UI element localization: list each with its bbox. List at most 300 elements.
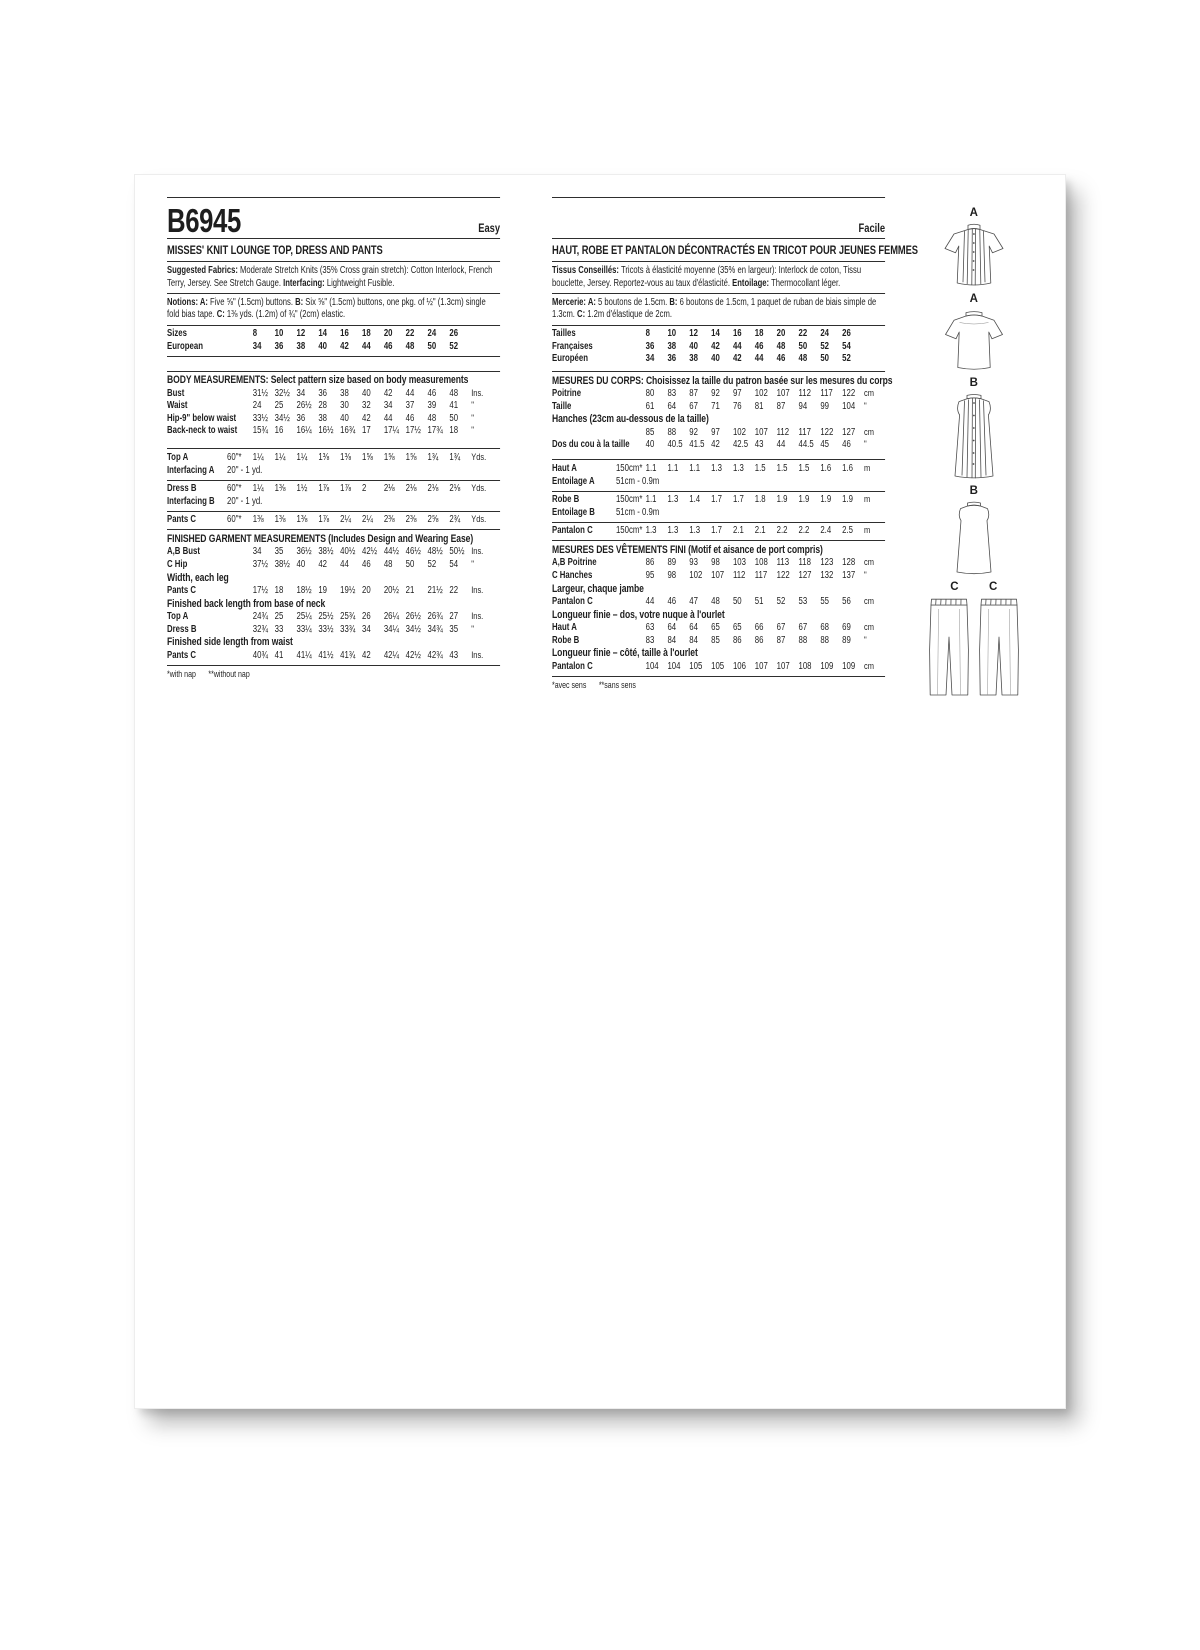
- size-value: 1.3: [711, 463, 722, 475]
- section-header: Longueur finie – côté, taille à l'ourlet: [552, 647, 698, 660]
- difficulty-label: Facile: [858, 220, 886, 235]
- size-value: 42½: [362, 546, 378, 558]
- size-value: 48: [383, 558, 393, 570]
- size-value: 2.1: [732, 525, 744, 537]
- garment-title: HAUT, ROBE ET PANTALON DÉCONTRACTÉS EN TRICOT POUR JEUNES FEMMES: [552, 242, 918, 257]
- size-value: 122: [842, 388, 856, 400]
- interfacing-row: [552, 507, 885, 520]
- divider-rule: [552, 325, 885, 326]
- measurement-row: [552, 463, 885, 476]
- text-run: Six ⅝" (1.5cm) buttons, one pkg. of ½" (1.3cm) single fold bias tape.: [167, 296, 486, 321]
- size-value: 97: [732, 388, 742, 400]
- pattern-envelope-back: [135, 175, 1065, 1408]
- size-value: 36: [667, 353, 677, 365]
- interfacing-row: [167, 496, 500, 509]
- fabric-width: 150cm*: [615, 525, 643, 537]
- size-value: 46: [842, 439, 851, 451]
- row-label: Pants C: [167, 514, 197, 526]
- size-value: 94: [798, 400, 808, 412]
- size-value: 34¼: [383, 623, 400, 635]
- measurement-row: [167, 413, 500, 426]
- size-value: 34: [252, 340, 262, 352]
- text-run: Thermocollant léger.: [769, 277, 841, 289]
- unit-label: ": [471, 400, 474, 412]
- size-value: 1⅜: [340, 452, 352, 464]
- size-value: 2: [362, 483, 367, 495]
- row-label: Interfacing A: [167, 464, 215, 476]
- size-value: 44½: [383, 546, 400, 558]
- size-value: 1.7: [732, 494, 744, 506]
- size-value: 1⅞: [340, 483, 352, 495]
- text-run: 1⅜ yds. (1.2m) of ¾" (2cm) elastic.: [224, 309, 346, 321]
- size-value: 17¾: [427, 425, 443, 437]
- size-value: 24: [252, 400, 262, 412]
- size-value: 1.8: [754, 494, 766, 506]
- size-value: 1.9: [820, 494, 832, 506]
- size-value: 44: [732, 340, 742, 352]
- size-value: 2⅛: [405, 483, 417, 495]
- interfacing-value: 51cm - 0.9m: [615, 475, 660, 487]
- unit-label: ": [471, 425, 474, 437]
- unit-label: cm: [864, 426, 874, 438]
- size-value: 52: [449, 340, 459, 352]
- size-value: 127: [798, 569, 812, 581]
- size-value: 52: [820, 340, 829, 352]
- measurement-row: [167, 328, 500, 341]
- size-value: 98: [711, 557, 720, 569]
- size-value: 17: [362, 425, 371, 437]
- size-value: 17½: [405, 425, 421, 437]
- measurement-row: [552, 622, 885, 635]
- size-value: 102: [732, 426, 746, 438]
- size-value: 117: [798, 426, 811, 438]
- size-value: 1.7: [711, 494, 722, 506]
- size-value: 39: [427, 400, 437, 412]
- size-value: 48: [798, 353, 808, 365]
- size-value: 128: [842, 557, 856, 569]
- size-value: 107: [776, 388, 790, 400]
- dress-front-illustration: [949, 392, 999, 480]
- size-value: 123: [820, 557, 834, 569]
- size-value: 28: [318, 400, 327, 412]
- size-value: 36½: [296, 546, 312, 558]
- size-value: 117: [754, 569, 768, 581]
- size-value: 1¼: [252, 452, 264, 464]
- size-value: 1.5: [776, 463, 788, 475]
- size-value: 26: [362, 610, 371, 622]
- row-label: Dos du cou à la taille: [552, 439, 630, 451]
- size-value: 8: [252, 328, 258, 340]
- size-value: 20½: [383, 584, 400, 596]
- size-value: 38: [340, 387, 349, 399]
- row-label: Françaises: [552, 340, 593, 352]
- size-value: 22: [798, 328, 808, 340]
- size-value: 44: [645, 595, 655, 607]
- measurement-row: [552, 353, 885, 366]
- garment-c-pair: [915, 581, 1033, 698]
- measurement-row: [167, 452, 500, 465]
- size-value: 137: [842, 569, 856, 581]
- fabric-width: 150cm*: [615, 463, 643, 475]
- description-paragraph: [167, 265, 500, 291]
- size-value: 16¾: [340, 425, 356, 437]
- size-value: 38½: [274, 558, 290, 570]
- size-value: 46: [405, 412, 415, 424]
- unit-label: ": [471, 412, 474, 424]
- garment-a-front: [915, 207, 1033, 288]
- size-value: 127: [842, 426, 856, 438]
- bold-run: C:: [577, 309, 586, 321]
- section-header: FINISHED GARMENT MEASUREMENTS (Includes Design and Wearing Ease): [167, 532, 474, 545]
- unit-label: ": [471, 558, 474, 570]
- size-value: 42: [732, 353, 742, 365]
- size-value: 40.5: [667, 439, 683, 451]
- size-value: 1.3: [667, 494, 679, 506]
- english-column: [167, 195, 500, 680]
- size-value: 99: [820, 400, 829, 412]
- size-value: 33: [274, 623, 284, 635]
- unit-label: Ins.: [471, 584, 484, 596]
- size-value: 46: [427, 387, 437, 399]
- size-value: 40: [689, 340, 698, 352]
- unit-label: cm: [864, 621, 874, 633]
- top-back-illustration: [941, 308, 1007, 372]
- measurement-row: [552, 557, 885, 570]
- size-value: 43: [449, 649, 459, 661]
- divider-rule: [552, 540, 885, 541]
- size-value: 1.6: [820, 463, 832, 475]
- size-value: 104: [842, 400, 856, 412]
- unit-label: cm: [864, 557, 874, 569]
- divider-rule: [167, 665, 500, 666]
- unit-label: ": [864, 439, 867, 451]
- size-value: 48: [449, 387, 459, 399]
- size-value: 32½: [274, 387, 290, 399]
- size-value: 8: [645, 328, 650, 340]
- row-label: Européen: [552, 353, 588, 365]
- size-value: 2.2: [798, 525, 810, 537]
- size-value: 2.4: [820, 525, 832, 537]
- measurement-row: [552, 635, 885, 648]
- divider-rule: [167, 325, 500, 326]
- spacer: [552, 366, 885, 369]
- english-column-rows: [167, 197, 500, 680]
- size-value: 52: [842, 353, 851, 365]
- size-value: 42: [383, 387, 393, 399]
- garment-a-back-label: A: [969, 293, 979, 305]
- bold-run: Tissus Conseillés:: [552, 264, 619, 276]
- size-value: 27: [449, 610, 459, 622]
- size-value: 2⅛: [427, 483, 439, 495]
- unit-label: Ins.: [471, 649, 484, 661]
- size-value: 65: [732, 621, 742, 633]
- garment-b-back-label: B: [969, 485, 979, 497]
- size-value: 84: [667, 634, 677, 646]
- unit-label: ": [864, 569, 867, 581]
- size-value: 92: [711, 388, 720, 400]
- size-value: 52: [427, 558, 437, 570]
- top-front-illustration: [938, 222, 1010, 288]
- size-value: 34½: [274, 412, 290, 424]
- divider-rule: [552, 491, 885, 492]
- size-value: 67: [689, 400, 698, 412]
- size-value: 2⅝: [427, 514, 439, 526]
- size-value: 1⅜: [274, 483, 286, 495]
- row-label: C Hanches: [552, 569, 593, 581]
- footnote-item: *avec sens: [552, 680, 587, 691]
- row-label: Pants C: [167, 649, 197, 661]
- size-value: 50: [427, 340, 437, 352]
- size-value: 41: [449, 400, 459, 412]
- size-value: 32: [362, 400, 371, 412]
- size-value: 48: [711, 595, 720, 607]
- interfacing-value: 20" - 1 yd.: [227, 495, 263, 507]
- size-value: 44: [362, 340, 371, 352]
- spacer: [552, 452, 885, 457]
- size-value: 67: [776, 621, 786, 633]
- size-value: 132: [820, 569, 834, 581]
- size-value: 42: [711, 340, 720, 352]
- divider-rule: [167, 356, 500, 357]
- row-label: Robe B: [552, 494, 580, 506]
- size-value: 46: [754, 340, 764, 352]
- row-label: Back-neck to waist: [167, 425, 238, 437]
- size-value: 56: [842, 595, 851, 607]
- size-value: 1⅞: [318, 483, 330, 495]
- size-value: 1⅜: [252, 514, 264, 526]
- size-value: 16¼: [296, 425, 312, 437]
- spacer: [167, 359, 500, 368]
- divider-rule: [167, 261, 500, 262]
- size-value: 18: [274, 584, 284, 596]
- size-value: 18: [362, 328, 371, 340]
- size-value: 1.4: [689, 494, 701, 506]
- unit-label: Ins.: [471, 387, 484, 399]
- size-value: 42.5: [732, 439, 749, 451]
- footnote-item: *with nap: [167, 669, 196, 680]
- unit-label: cm: [864, 660, 874, 672]
- size-value: 32¾: [252, 623, 268, 635]
- size-value: 44: [383, 412, 393, 424]
- nap-footnote: [167, 668, 500, 680]
- divider-rule: [552, 522, 885, 523]
- size-value: 118: [798, 557, 811, 569]
- size-value: 42: [340, 340, 349, 352]
- garment-b-front-label: B: [969, 377, 979, 389]
- size-value: 54: [449, 558, 459, 570]
- text-run: 5 boutons de 1.5cm.: [595, 296, 670, 308]
- measurement-row: [552, 341, 885, 354]
- size-value: 89: [667, 557, 677, 569]
- size-value: 46½: [405, 546, 421, 558]
- size-value: 26½: [405, 610, 421, 622]
- size-value: 87: [689, 388, 698, 400]
- masthead: [552, 201, 885, 236]
- text-run: Lightweight Fusible.: [324, 277, 395, 289]
- size-value: 54: [842, 340, 851, 352]
- row-label: Top A: [167, 452, 189, 464]
- size-value: 43: [754, 439, 764, 451]
- size-value: 50: [798, 340, 808, 352]
- size-value: 103: [732, 557, 746, 569]
- size-value: 21½: [427, 584, 443, 596]
- size-value: 108: [798, 660, 812, 672]
- row-label: Waist: [167, 400, 188, 412]
- text-run: 6 boutons de 1.5cm, 1 paquet de ruban de biais simple de 1.3cm.: [552, 296, 877, 321]
- measurement-row: [167, 624, 500, 637]
- size-value: 87: [776, 634, 786, 646]
- size-value: 1.3: [667, 525, 679, 537]
- size-value: 1.6: [842, 463, 854, 475]
- measurement-row: [552, 328, 885, 341]
- row-label: Robe B: [552, 634, 580, 646]
- measurement-row: [552, 401, 885, 414]
- size-value: 1.3: [645, 525, 657, 537]
- row-label: Pants C: [167, 584, 197, 596]
- size-value: 26½: [296, 400, 312, 412]
- divider-rule: [167, 448, 500, 449]
- size-value: 112: [776, 426, 790, 438]
- size-value: 25¼: [296, 610, 312, 622]
- size-value: 44: [776, 439, 786, 451]
- size-value: 1½: [296, 483, 308, 495]
- size-value: 41¼: [296, 649, 312, 661]
- size-value: 98: [667, 569, 677, 581]
- dress-back-illustration: [951, 500, 997, 576]
- size-value: 1.5: [754, 463, 766, 475]
- text-run: 1.2m d'élastique de 2cm.: [585, 309, 672, 321]
- measurement-row: [167, 546, 500, 559]
- size-value: 83: [667, 388, 677, 400]
- size-value: 33½: [318, 623, 334, 635]
- size-value: 42: [362, 649, 371, 661]
- size-value: 2¾: [449, 514, 461, 526]
- size-value: 1.9: [798, 494, 810, 506]
- size-value: 33½: [252, 412, 268, 424]
- size-value: 102: [754, 388, 768, 400]
- french-column-rows: [552, 197, 918, 691]
- size-value: 25: [274, 610, 284, 622]
- size-value: 117: [820, 388, 833, 400]
- description-paragraph: [552, 265, 885, 291]
- size-value: 20: [362, 584, 371, 596]
- size-value: 76: [732, 400, 742, 412]
- size-value: 41¾: [340, 649, 356, 661]
- size-value: 36: [318, 387, 327, 399]
- size-value: 14: [711, 328, 720, 340]
- size-value: 40: [340, 412, 349, 424]
- unit-label: Yds.: [471, 514, 487, 526]
- size-value: 50: [449, 412, 459, 424]
- divider-rule: [167, 480, 500, 481]
- divider-rule: [552, 261, 885, 262]
- unit-label: Yds.: [471, 483, 487, 495]
- nap-footnote: [552, 679, 885, 691]
- size-value: 37½: [252, 558, 268, 570]
- section-header: Hanches (23cm au-dessous de la taille): [552, 413, 709, 426]
- row-label: C Hip: [167, 558, 188, 570]
- divider-rule: [552, 197, 885, 198]
- size-value: 44: [340, 558, 349, 570]
- size-value: 105: [689, 660, 703, 672]
- size-value: 41.5: [689, 439, 705, 451]
- size-value: 2⅛: [383, 483, 395, 495]
- size-value: 104: [645, 660, 659, 672]
- row-label: Pantalon C: [552, 595, 593, 607]
- size-value: 86: [754, 634, 764, 646]
- size-value: 1¾: [427, 452, 439, 464]
- section-header: Width, each leg: [167, 571, 229, 584]
- size-value: 86: [645, 557, 655, 569]
- divider-rule: [552, 293, 885, 294]
- size-value: 24¾: [252, 610, 268, 622]
- row-label: A,B Poitrine: [552, 557, 597, 569]
- unit-label: m: [864, 525, 871, 537]
- description-paragraph: [167, 297, 500, 323]
- size-value: 88: [667, 426, 677, 438]
- size-value: 107: [711, 569, 725, 581]
- size-value: 85: [711, 634, 720, 646]
- size-value: 26: [449, 328, 459, 340]
- size-value: 37: [405, 400, 415, 412]
- size-value: 112: [732, 569, 746, 581]
- divider-rule: [167, 293, 500, 294]
- size-value: 26¾: [427, 610, 443, 622]
- text-run: Moderate Stretch Knits (35% Cross grain stretch): Cotton Interlock, French Terry, Jersey. See Stretch Gauge.: [167, 264, 493, 289]
- size-value: 31½: [252, 387, 268, 399]
- divider-rule: [552, 459, 885, 460]
- size-value: 33¾: [340, 623, 356, 635]
- size-value: 24: [820, 328, 829, 340]
- size-value: 30: [340, 400, 349, 412]
- size-value: 50: [732, 595, 742, 607]
- garment-c-front-label: C: [950, 581, 959, 593]
- row-label: Tailles: [552, 328, 576, 340]
- size-value: 88: [798, 634, 808, 646]
- size-value: 17½: [252, 584, 268, 596]
- bold-run: B:: [295, 296, 304, 308]
- size-value: 42: [362, 412, 371, 424]
- bold-run: C:: [216, 309, 225, 321]
- size-value: 38: [667, 340, 677, 352]
- garment-a-front-label: A: [969, 207, 979, 219]
- divider-rule: [552, 371, 885, 372]
- measurement-row: [167, 388, 500, 401]
- fabric-width: 60"*: [227, 483, 242, 495]
- size-value: 34: [296, 387, 306, 399]
- size-value: 34: [362, 623, 371, 635]
- row-label: Top A: [167, 610, 189, 622]
- size-value: 66: [754, 621, 764, 633]
- size-value: 38: [689, 353, 698, 365]
- size-value: 86: [732, 634, 742, 646]
- size-value: 17¼: [383, 425, 400, 437]
- divider-rule: [552, 676, 885, 677]
- size-value: 46: [362, 558, 371, 570]
- size-value: 53: [798, 595, 808, 607]
- row-label: Haut A: [552, 621, 577, 633]
- size-value: 44: [405, 387, 415, 399]
- size-value: 1.1: [645, 494, 657, 506]
- garment-c-back-label: C: [989, 581, 998, 593]
- size-value: 107: [776, 660, 790, 672]
- row-label: Taille: [552, 400, 572, 412]
- text-run: Five ⅝" (1.5cm) buttons.: [207, 296, 296, 308]
- garment-a-back: [915, 293, 1033, 372]
- size-value: 36: [296, 412, 306, 424]
- divider-rule: [167, 371, 500, 372]
- row-label: Sizes: [167, 328, 187, 340]
